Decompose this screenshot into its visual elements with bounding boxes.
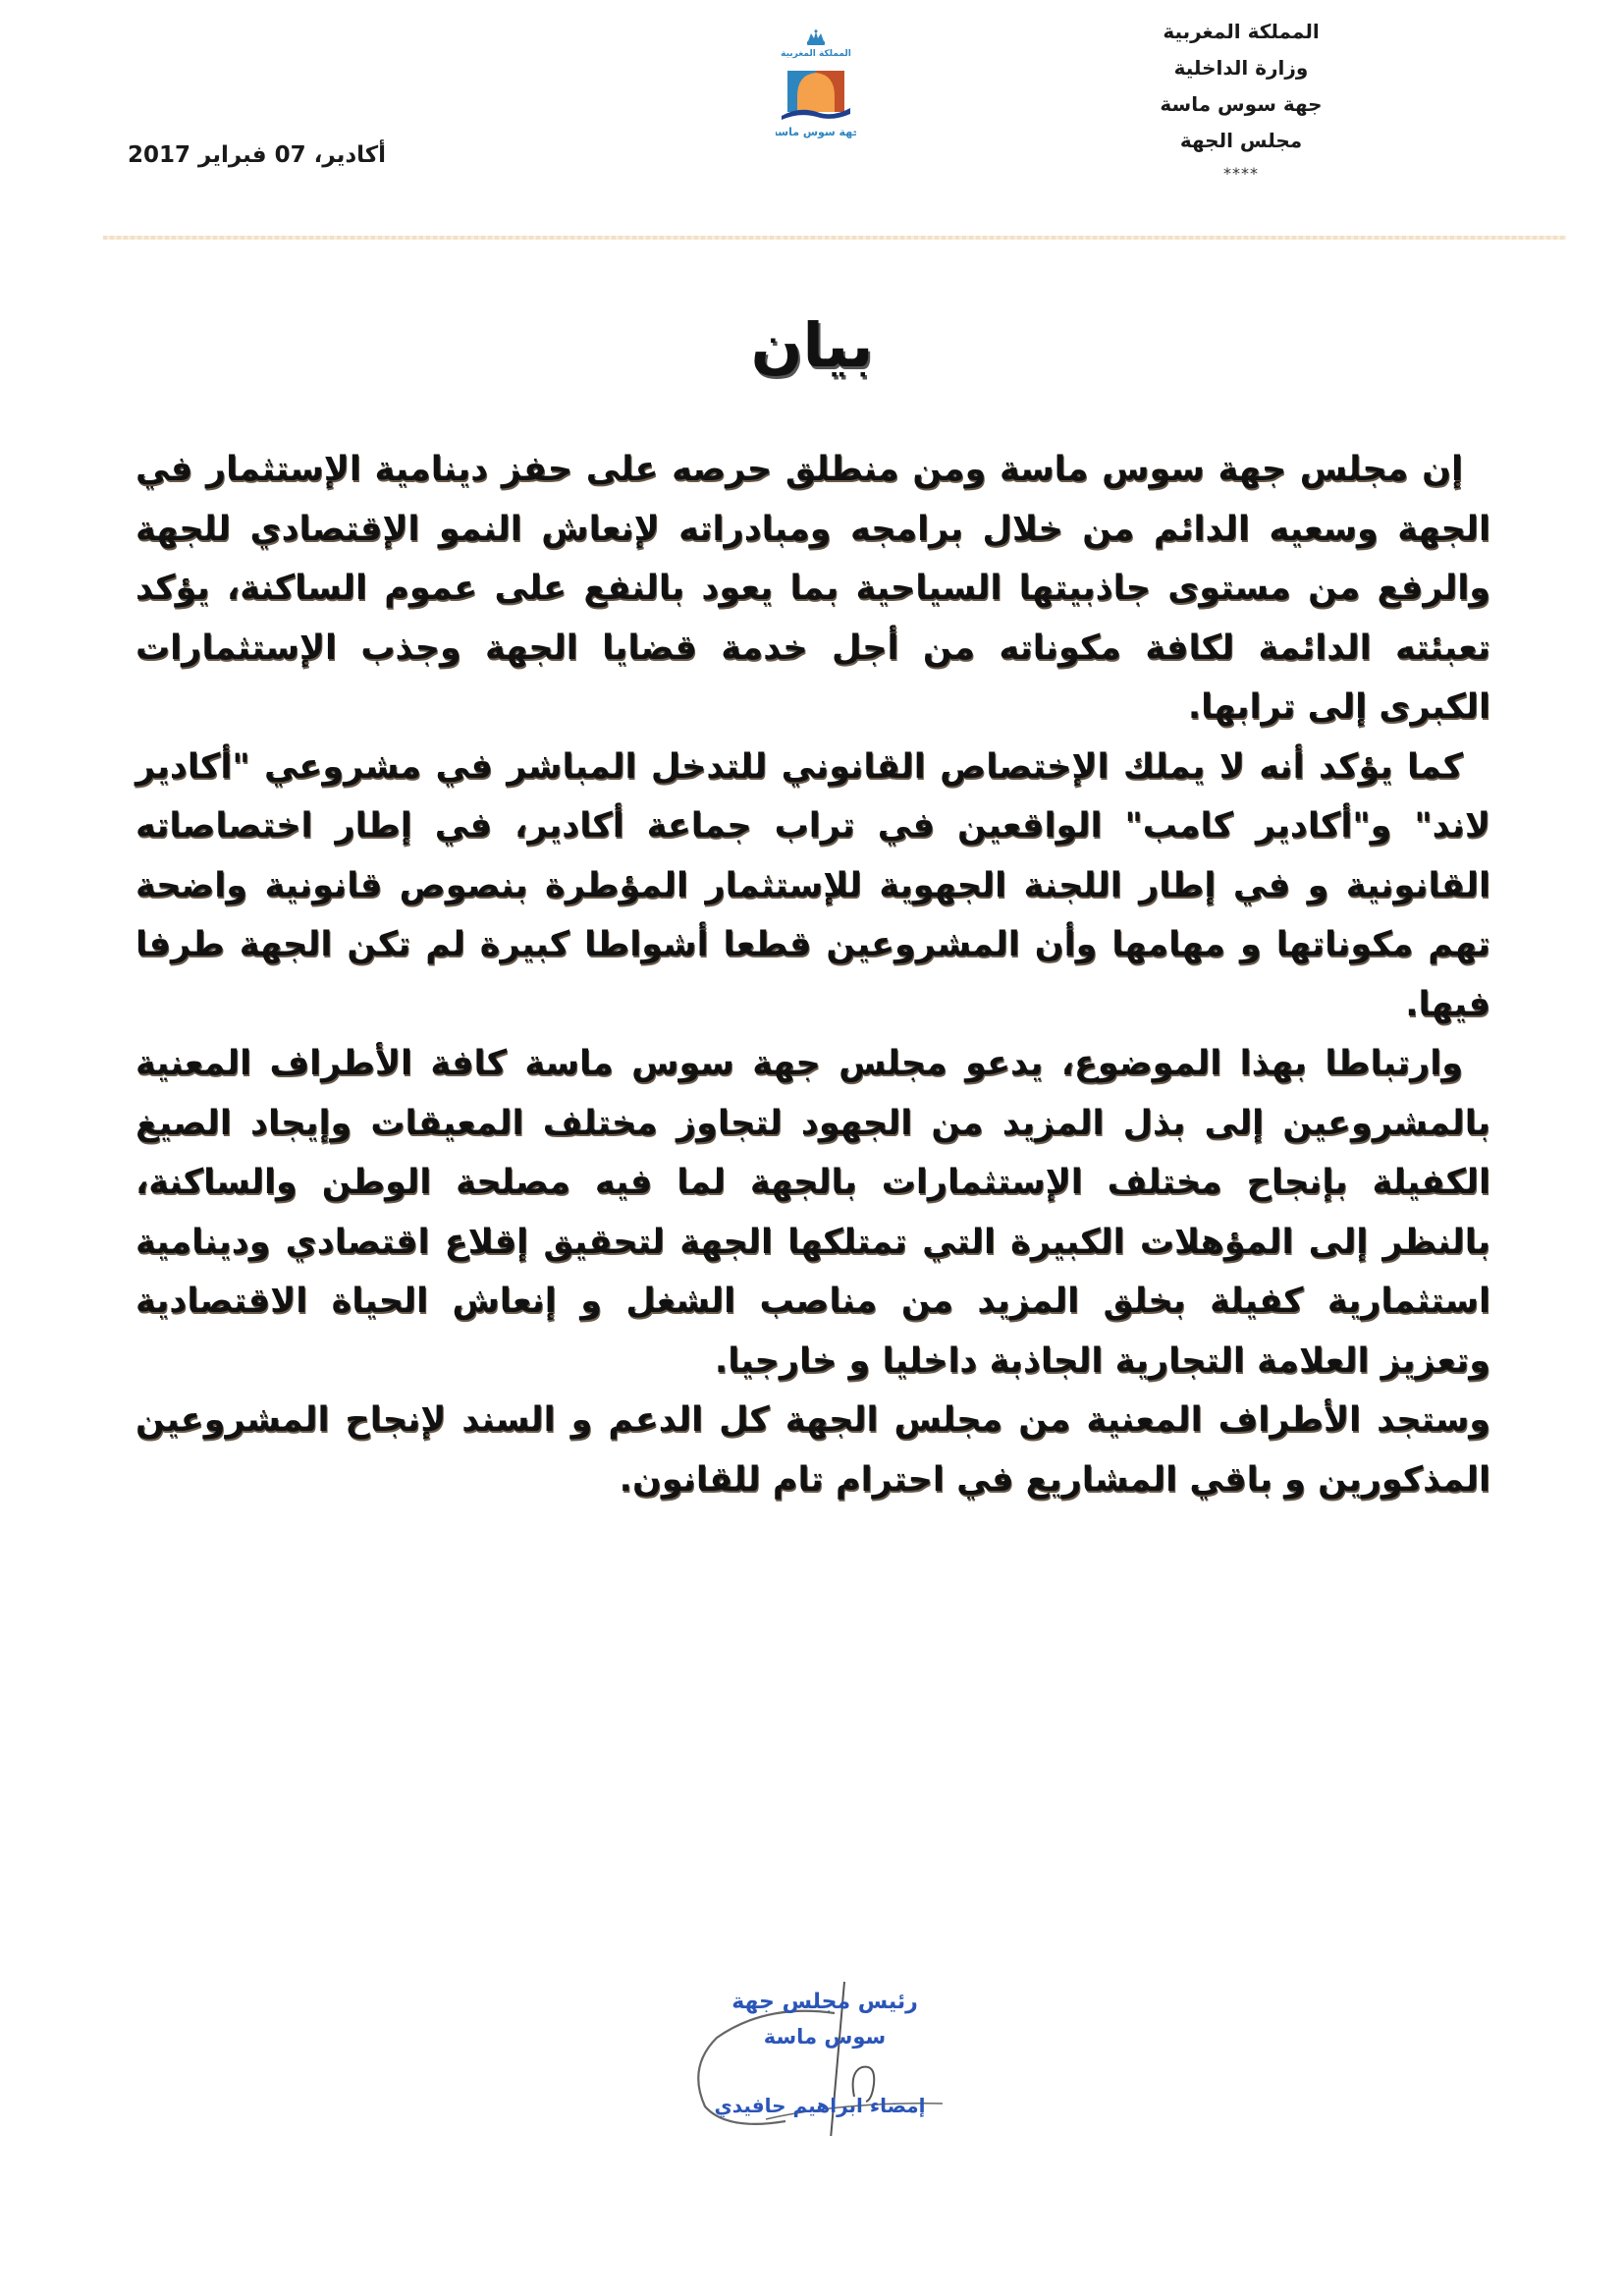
document-title: بيان	[750, 309, 874, 381]
signature-title-line1: رئيس مجلس جهة	[731, 1990, 918, 2014]
paragraph-3: وارتباطا بهذا الموضوع، يدعو مجلس جهة سوس ماسة كافة الأطراف المعنية بالمشروعين إلى بذل المزيد من الجهود لتجاوز مختلف المعيقات وإيجاد الصيغ الكفيلة بإنجاح مختلف الإستثمارات بالجهة لما فيه مصلحة الوطن والساكنة، بالنظر إلى المؤهلات الكبيرة التي تمتلكها الجهة لتحقيق إقلاع اقتصادي ودينامية استثمارية كفيلة بخلق المزيد من مناصب الشغل و إنعاش الحياة الاقتصادية وتعزيز العلامة التجارية الجاذبة داخليا و خارجيا.	[135, 1044, 1490, 1381]
stars-separator: ****	[1223, 164, 1259, 183]
paragraph-1: إن مجلس جهة سوس ماسة ومن منطلق حرصه على حفز دينامية الإستثمار في الجهة وسعيه الدائم من خلال برامجه ومبادراته لإنعاش النمو الإقتصادي للجهة والرفع من مستوى جاذبيتها السياحية بما يعود بالنفع على عموم الساكنة، يؤكد تعبئته الدائمة لكافة مكوناته من أجل خدمة قضايا الجهة وجذب الإستثمارات الكبرى إلى ترابها.	[135, 450, 1490, 727]
logo-text-bottom: جهة سوس ماسة	[776, 126, 856, 138]
region-logo	[776, 29, 856, 167]
document-body	[135, 440, 1490, 1509]
logo-text-top: المملكة المغربية	[781, 49, 851, 59]
letterhead-organization	[1143, 14, 1339, 189]
org-line-ministry: وزارة الداخلية	[1173, 56, 1309, 80]
signature-title-line2: سوس ماسة	[763, 2025, 887, 2049]
paragraph-4: وستجد الأطراف المعنية من مجلس الجهة كل الدعم و السند لإنجاح المشروعين المذكورين و باقي المشاريع في احترام تام للقانون.	[135, 1400, 1490, 1500]
org-line-kingdom: المملكة المغربية	[1163, 20, 1320, 43]
signature-block	[648, 1974, 982, 2136]
signature-name: إمضاء ابراهيم حافيدي	[714, 2094, 926, 2117]
document-date: أكادير، 07 فبراير 2017	[128, 142, 387, 168]
header-divider	[103, 236, 1566, 240]
region-logo-graphic	[776, 29, 856, 167]
org-line-council: مجلس الجهة	[1179, 129, 1303, 152]
org-line-region: جهة سوس ماسة	[1160, 92, 1323, 116]
paragraph-2: كما يؤكد أنه لا يملك الإختصاص القانوني للتدخل المباشر في مشروعي "أكادير لاند" و"أكادير كامب" الواقعين في تراب جماعة أكادير، في إطار اختصاصاته القانونية و في إطار اللجنة الجهوية للإستثمار المؤطرة بنصوص قانونية واضحة تهم مكوناتها و مهامها وأن المشروعين قطعا أشواطا كبيرة لم تكن الجهة طرفا فيها.	[135, 746, 1490, 1024]
crown-icon	[807, 29, 825, 45]
